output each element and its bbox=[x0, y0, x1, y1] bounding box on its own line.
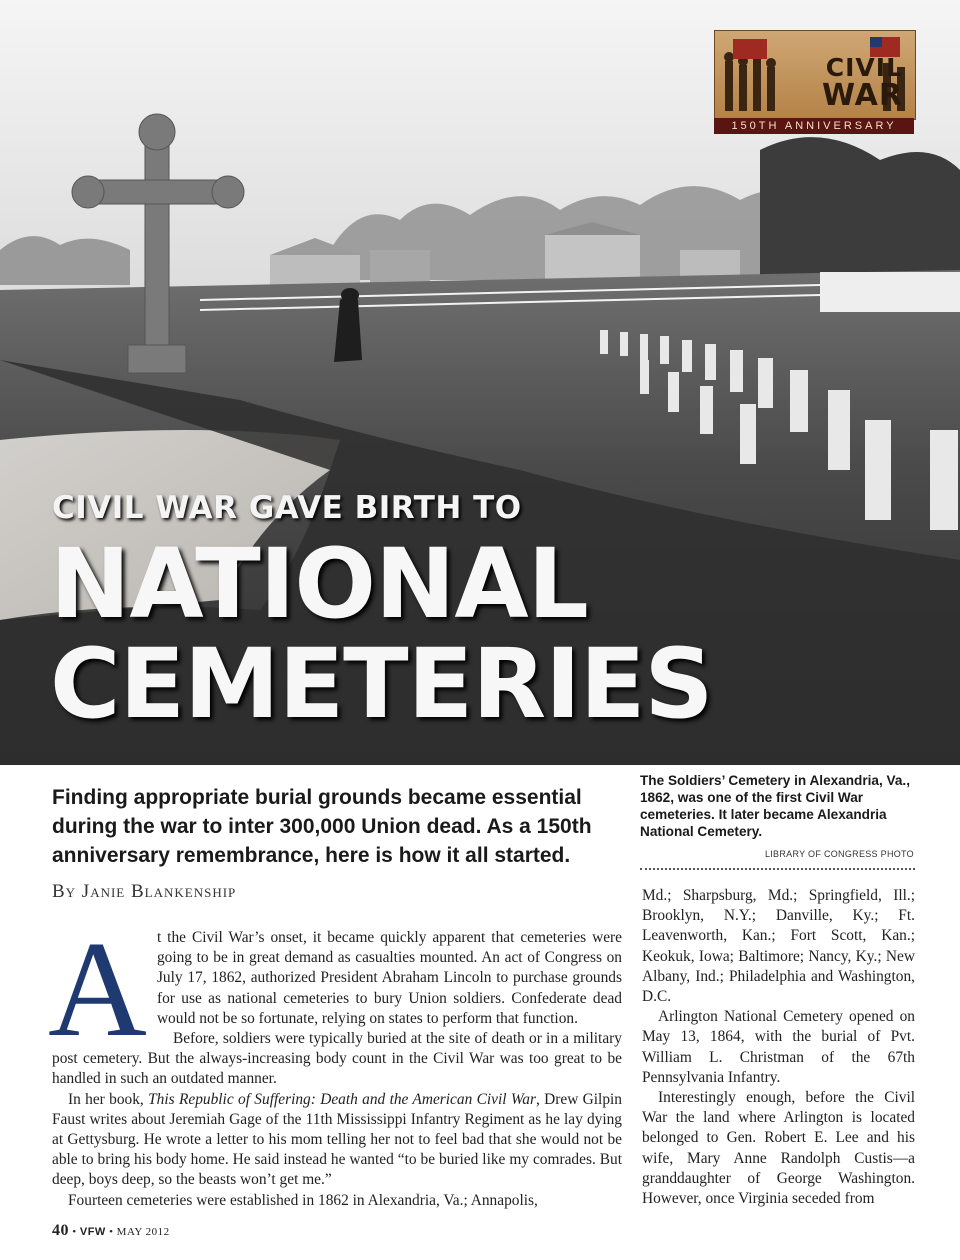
page-number: 40 bbox=[52, 1222, 69, 1239]
book-title: This Republic of Suffering: Death and the American Civil War bbox=[148, 1090, 536, 1108]
photo-credit: LIBRARY OF CONGRESS PHOTO bbox=[764, 849, 914, 859]
paragraph-3-rest: , Drew Gilpin Faust writes about Jeremiah Gage of the 11th Mississippi Infantry Regiment as he lay dying at Gettysburg. He wrote a letter to his mom telling her not to feel bad that she would not be able to bring his body home. He said instead he wanted “to be buried like my comrades. But deep, boys deep, so the beasts won’t get me.” bbox=[52, 1090, 622, 1189]
paragraph-5: Md.; Sharpsburg, Md.; Springfield, Ill.; Brooklyn, N.Y.; Danville, Ky.; Ft. Leavenworth, Kan.; Fort Scott, Kan.; Keokuk, Iowa; Baltimore; Nancy, Ky.; New Albany, Ind.; Philadelphia and Washington, D.C. bbox=[642, 887, 915, 1006]
byline: By Janie Blankenship bbox=[52, 881, 237, 902]
footer-separator-2: • bbox=[109, 1226, 114, 1238]
article-deck: Finding appropriate burial grounds became essential during the war to inter 300,000 Union dead. As a 150th anniversary remembrance, here is how it all started. bbox=[52, 786, 592, 867]
drop-cap: A bbox=[48, 913, 147, 1065]
paragraph-1: t the Civil War’s onset, it became quickly apparent that cemeteries were going to be in great demand as casualties mounted. An act of Congress on July 17, 1862, authorized President Abraham Lincoln to purchase grounds for use as national cemeteries to bury Union soldiers. Confederate dead would not be so fortunate, relying on states to perform that function. bbox=[156, 929, 622, 1027]
article-column-1 bbox=[48, 913, 622, 1211]
paragraph-3-lead: In her book, bbox=[68, 1090, 149, 1108]
badge-ribbon: 150TH ANNIVERSARY bbox=[714, 118, 914, 134]
photo-caption: The Soldiers’ Cemetery in Alexandria, Va., 1862, was one of the first Civil War cemeteries. It later became Alexandria National Cemetery. bbox=[640, 773, 910, 839]
footer-separator-1: • bbox=[72, 1226, 77, 1238]
headline-line2: CEMETERIES bbox=[50, 628, 713, 740]
paragraph-6: Arlington National Cemetery opened on May 13, 1864, with the burial of Pvt. William L. Christman of the 67th Pennsylvania Infantry. bbox=[642, 1008, 915, 1086]
paragraph-4: Fourteen cemeteries were established in 1862 in Alexandria, Va.; Annapolis, bbox=[68, 1191, 538, 1209]
article-column-2 bbox=[642, 886, 915, 1209]
issue-date: MAY 2012 bbox=[116, 1226, 170, 1238]
paragraph-2: Before, soldiers were typically buried at the site of death or in a military post cemetery. But the always-increasing body count in the Civil War was too great to be handled in such an outdated manner. bbox=[52, 1030, 622, 1088]
paragraph-3 bbox=[52, 1090, 622, 1191]
page-footer bbox=[52, 1222, 170, 1240]
badge-title-line1: CIVIL bbox=[825, 53, 903, 82]
headline-line1: NATIONAL bbox=[50, 528, 588, 640]
civil-war-150th-badge bbox=[714, 30, 914, 134]
paragraph-7: Interestingly enough, before the Civil War the land where Arlington is located belonged to Gen. Robert E. Lee and his wife, Mary Anne Randolph Custis—a granddaughter of George Washington. However, once Virginia seceded from bbox=[642, 1089, 915, 1208]
caption-divider bbox=[640, 868, 915, 870]
badge-title-line2: WAR bbox=[821, 78, 903, 113]
badge-plate bbox=[714, 30, 916, 120]
headline-kicker: CIVIL WAR GAVE BIRTH TO bbox=[52, 490, 522, 526]
magazine-name: VFW bbox=[79, 1226, 106, 1238]
